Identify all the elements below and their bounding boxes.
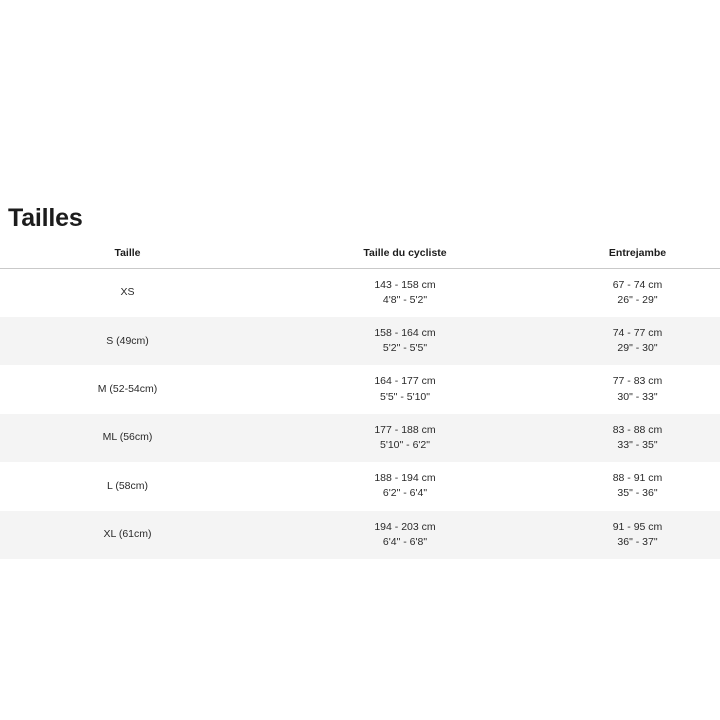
cell-rider-height-cm: 194 - 203 cm — [374, 520, 436, 533]
cell-inseam-in: 33" - 35" — [617, 439, 658, 452]
cell-rider-height-cm: 188 - 194 cm — [374, 472, 436, 485]
cell-rider-height — [255, 462, 555, 510]
table-body — [0, 268, 720, 559]
cell-rider-height-ft: 6'4" - 6'8" — [382, 535, 428, 548]
page-title: Tailles — [8, 204, 83, 232]
table-row — [0, 365, 720, 413]
table-header — [0, 247, 720, 269]
cell-rider-height — [255, 268, 555, 317]
cell-inseam-cm: 88 - 91 cm — [612, 472, 663, 485]
cell-size: L (58cm) — [106, 479, 149, 492]
cell-rider-height-cm: 143 - 158 cm — [374, 278, 436, 291]
table-header-row — [0, 247, 720, 269]
cell-rider-height — [255, 365, 555, 413]
cell-inseam-cm: 74 - 77 cm — [612, 326, 663, 339]
cell-rider-height — [255, 414, 555, 462]
cell-inseam — [555, 511, 720, 559]
cell-inseam-in: 35" - 36" — [617, 487, 658, 500]
column-header-inseam: Entrejambe — [555, 247, 720, 269]
cell-rider-height-ft: 5'5" - 5'10" — [380, 390, 430, 403]
cell-inseam-cm: 67 - 74 cm — [612, 278, 663, 291]
cell-rider-height-ft: 4'8" - 5'2" — [382, 293, 428, 306]
cell-inseam — [555, 462, 720, 510]
table-row — [0, 511, 720, 559]
cell-inseam — [555, 365, 720, 413]
cell-rider-height-ft: 5'2" - 5'5" — [382, 342, 428, 355]
cell-size: M (52-54cm) — [97, 382, 158, 395]
size-section — [0, 205, 720, 559]
cell-rider-height-cm: 177 - 188 cm — [374, 423, 436, 436]
cell-inseam — [555, 268, 720, 317]
column-header-size: Taille — [0, 247, 255, 269]
cell-inseam-cm: 91 - 95 cm — [612, 520, 663, 533]
cell-size: S (49cm) — [0, 317, 255, 365]
cell-size: ML (56cm) — [0, 414, 255, 462]
cell-inseam-cm: 83 - 88 cm — [612, 423, 663, 436]
table-row — [0, 268, 720, 317]
cell-inseam-in: 26" - 29" — [617, 293, 658, 306]
cell-rider-height-cm: 164 - 177 cm — [374, 375, 436, 388]
table-row — [0, 462, 720, 510]
cell-inseam-in: 30" - 33" — [617, 390, 658, 403]
cell-inseam-in: 36" - 37" — [617, 535, 658, 548]
table-row — [0, 317, 720, 365]
cell-size: XL (61cm) — [0, 511, 255, 559]
cell-rider-height-ft: 6'2" - 6'4" — [382, 487, 428, 500]
cell-inseam — [555, 317, 720, 365]
cell-inseam — [555, 414, 720, 462]
cell-rider-height — [255, 317, 555, 365]
cell-inseam-cm: 77 - 83 cm — [612, 375, 663, 388]
cell-rider-height-ft: 5'10" - 6'2" — [380, 439, 430, 452]
cell-size: XS — [120, 286, 135, 299]
column-header-rider-height: Taille du cycliste — [255, 247, 555, 269]
cell-rider-height-cm: 158 - 164 cm — [374, 326, 436, 339]
size-table — [0, 247, 720, 560]
table-row — [0, 414, 720, 462]
cell-inseam-in: 29" - 30" — [617, 342, 658, 355]
cell-rider-height — [255, 511, 555, 559]
